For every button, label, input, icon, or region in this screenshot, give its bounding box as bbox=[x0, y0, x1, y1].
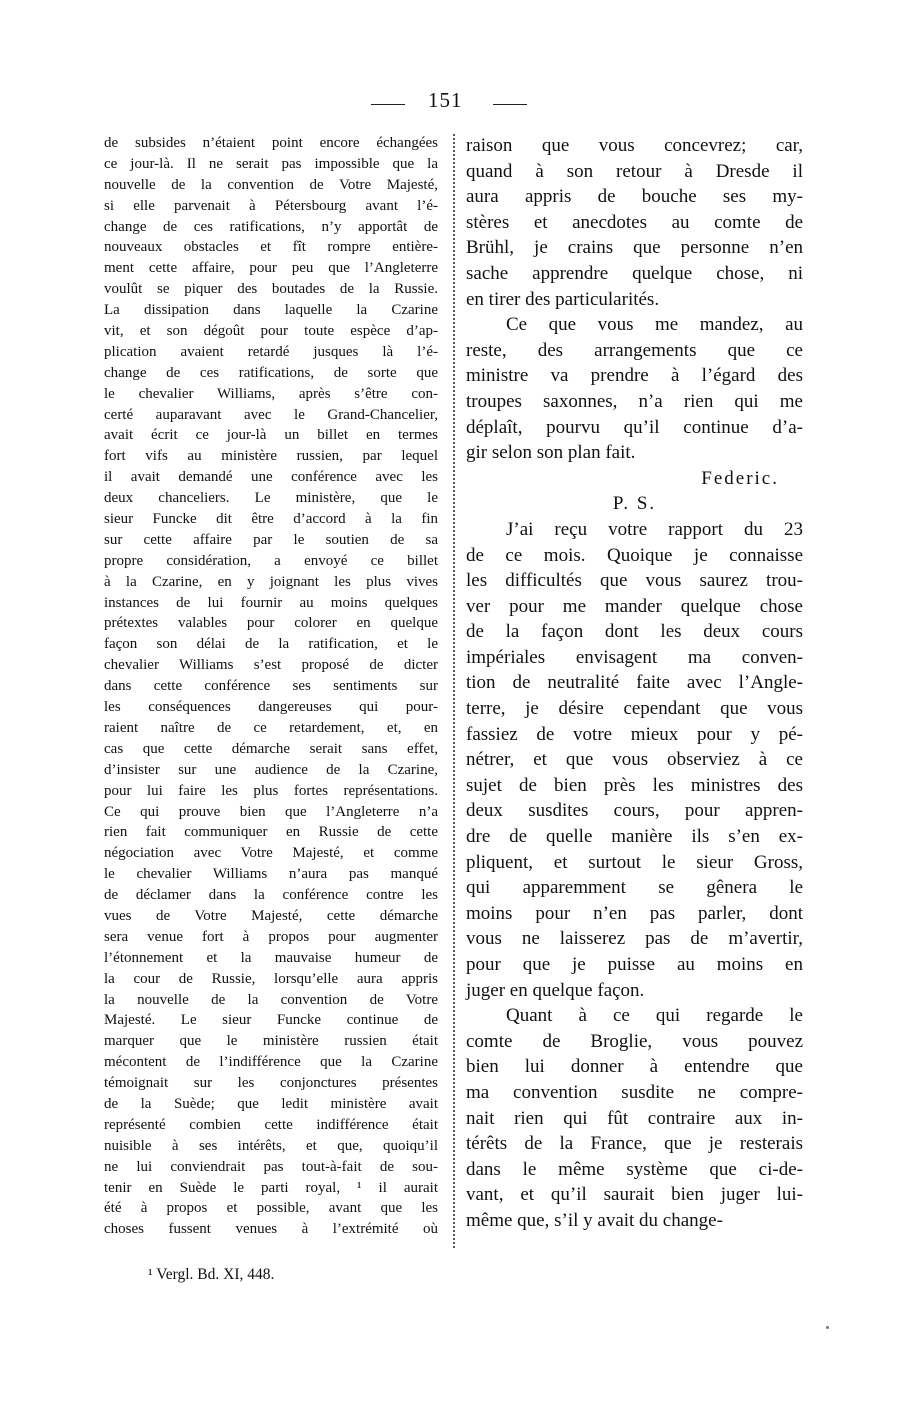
paragraph-line: ver pour me mander quelque chose bbox=[466, 595, 803, 617]
left-text-line: ment cette affaire, pour peu que l’Angleterre bbox=[104, 260, 438, 277]
left-text-line: certé auparavant avec le Grand-Chancelier, bbox=[104, 406, 438, 423]
paragraph-line: Quant à ce qui regarde le bbox=[506, 1005, 803, 1027]
paragraph-line: Ce que vous me mandez, au bbox=[506, 314, 803, 336]
paragraph-line: Brühl, je crains que personne n’en bbox=[466, 237, 803, 259]
left-text-line: la cour de Russie, lorsqu’elle aura appris bbox=[104, 970, 438, 987]
left-text-line: nouvelle de la convention de Votre Majesté, bbox=[104, 176, 438, 193]
left-text-line: sera venue fort à propos pour augmenter bbox=[104, 928, 438, 945]
paragraph-line: fassiez de votre mieux pour y pé- bbox=[466, 723, 803, 745]
paragraph-line: ministre va prendre à l’égard des bbox=[466, 365, 803, 387]
left-text-line: de déclamer dans la conférence contre les bbox=[104, 887, 438, 904]
paragraph-line: bien lui donner à entendre que bbox=[466, 1056, 803, 1078]
header-rule-left bbox=[371, 104, 405, 105]
paragraph-line: troupes saxonnes, n’a rien qui me bbox=[466, 390, 803, 412]
left-text-line: témoignait sur les conjonctures présentes bbox=[104, 1075, 438, 1092]
paragraph-line: pliquent, et surtout le sieur Gross, bbox=[466, 851, 803, 873]
paragraph-line: pour que je puisse au moins en bbox=[466, 954, 803, 975]
paragraph-line: comte de Broglie, vous pouvez bbox=[466, 1030, 803, 1052]
paragraph-line: vous ne laisserez pas de m’avertir, bbox=[466, 928, 803, 950]
paragraph-line: impériales envisagent ma conven- bbox=[466, 646, 803, 668]
paragraph-line: de ce mois. Quoique je connaisse bbox=[466, 544, 803, 566]
column-divider bbox=[453, 134, 455, 1248]
paragraph-line: nait rien qui fût contraire aux in- bbox=[466, 1107, 803, 1129]
left-text-line: rien fait communiquer en Russie de cette bbox=[104, 824, 438, 841]
left-text-line: dans cette conférence ses sentiments sur bbox=[104, 678, 438, 695]
print-speck bbox=[826, 1326, 829, 1329]
left-text-line: propre considération, a envoyé ce billet bbox=[104, 552, 438, 569]
paragraph-line: deux susdites cours, pour appren- bbox=[466, 800, 803, 822]
left-text-line: les conséquences dangereuses qui pour- bbox=[104, 699, 438, 716]
paragraph-line: même que, s’il y avait du change- bbox=[466, 1209, 723, 1231]
left-text-line: choses fussent venues à l’extrémité où bbox=[104, 1221, 438, 1238]
page-number: 151 bbox=[428, 88, 463, 112]
paragraph-line: dre de quelle manière ils s’en ex- bbox=[466, 826, 803, 848]
left-text-line: de subsides n’étaient point encore échangées bbox=[104, 135, 438, 151]
left-text-line: instances de lui fournir au moins quelques bbox=[104, 594, 438, 611]
right-column bbox=[466, 133, 803, 1234]
paragraph-line: tion de neutralité faite avec l’Angle- bbox=[466, 672, 803, 694]
left-text-line: plication avaient retardé jusques là l’é- bbox=[104, 343, 438, 360]
left-text-line: d’insister sur une audience de la Czarine, bbox=[104, 761, 438, 778]
left-text-line: sur cette affaire par le soutien de sa bbox=[104, 531, 438, 548]
left-text-line: change de ces ratifications, n’y apportât de bbox=[104, 218, 438, 235]
paragraph-line: stères et anecdotes au comte de bbox=[466, 211, 803, 233]
left-text-line: de la Suède; que ledit ministère avait bbox=[104, 1095, 438, 1112]
left-text-line: change de ces ratifications, de sorte que bbox=[104, 364, 438, 381]
left-text-line: cas que cette démarche serait sans effet, bbox=[104, 740, 438, 757]
paragraph-line: nétrer, et que vous observiez à ce bbox=[466, 749, 803, 771]
left-text-line: à la Czarine, en y joignant les plus vives bbox=[104, 573, 438, 590]
paragraph-line: dans le même système que ci-de- bbox=[466, 1158, 803, 1180]
left-text-line: prétextes valables pour colorer en quelque bbox=[104, 615, 438, 632]
paragraph-line: vant, et qu’il saurait bien juger lui- bbox=[466, 1184, 803, 1206]
paragraph-line: en tirer des particularités. bbox=[466, 288, 660, 310]
paragraph-line: gir selon son plan fait. bbox=[466, 442, 636, 464]
paragraph-line: qui apparemment se gênera le bbox=[466, 877, 803, 899]
paragraph-line: reste, des arrangements que ce bbox=[466, 339, 803, 361]
left-text-line: il avait demandé une conférence avec les bbox=[104, 469, 438, 486]
left-text-line: le chevalier Williams, après s’être con- bbox=[104, 385, 438, 402]
paragraph-line: les difficultés que vous saurez trou- bbox=[466, 570, 803, 592]
left-text-line: avait écrit ce jour-là un billet en termes bbox=[104, 427, 438, 444]
left-text-line: vit, et son dégoût pour toute espèce d’ap- bbox=[104, 323, 438, 340]
paragraph-line: sache apprendre quelque chose, ni bbox=[466, 262, 803, 284]
left-text-line: deux chanceliers. Le ministère, que le bbox=[104, 490, 438, 507]
left-text-line: vues de Votre Majesté, cette démarche bbox=[104, 907, 438, 924]
paragraph-line: déplaît, pourvu qu’il continue d’a- bbox=[466, 416, 803, 438]
left-text-line: mécontent de l’indifférence que la Czarine bbox=[104, 1054, 438, 1071]
left-text-line: sieur Funcke dit être d’accord à la fin bbox=[104, 511, 438, 528]
paragraph-line: sujet de bien près les ministres des bbox=[466, 774, 803, 796]
left-text-line: la nouvelle de la convention de Votre bbox=[104, 991, 438, 1008]
paragraph-line: quand à son retour à Dresde il bbox=[466, 160, 803, 182]
paragraph-line: raison que vous concevrez; car, bbox=[466, 135, 803, 156]
left-text-line: si elle parvenait à Pétersbourg avant l’é- bbox=[104, 197, 438, 214]
paragraph-line: J’ai reçu votre rapport du 23 bbox=[506, 518, 803, 540]
left-text-line: ce jour-là. Il ne serait pas impossible que la bbox=[104, 155, 438, 172]
left-text-line: pour lui faire les plus fortes représentations. bbox=[104, 782, 438, 799]
left-text-line: représenté combien cette indifférence était bbox=[104, 1116, 438, 1133]
left-text-line: été à propos et possible, avant que les bbox=[104, 1200, 438, 1217]
left-text-line: ne lui conviendrait pas tout-à-fait de sou- bbox=[104, 1158, 438, 1175]
paragraph-line: juger en quelque façon. bbox=[466, 979, 645, 1001]
left-text-line: Majesté. Le sieur Funcke continue de bbox=[104, 1012, 438, 1029]
paragraph-line: térêts de la France, que je resterais bbox=[466, 1133, 803, 1155]
left-text-line: l’étonnement et la mauvaise humeur de bbox=[104, 949, 438, 966]
paragraph-line: moins pour n’en pas parler, dont bbox=[466, 902, 803, 924]
paragraph-line: ma convention susdite ne compre- bbox=[466, 1081, 803, 1103]
page-header bbox=[0, 88, 900, 118]
paragraph-line: terre, je désire cependant que vous bbox=[466, 698, 803, 720]
left-text-line: marquer que le ministère russien était bbox=[104, 1033, 438, 1050]
left-text-line: chevalier Williams s’est proposé de dicter bbox=[104, 657, 438, 674]
left-text-line: façon son délai de la ratification, et le bbox=[104, 636, 438, 653]
left-text-line: nuisible à ses intérêts, et que, quoiqu’il bbox=[104, 1137, 438, 1154]
left-text-line: nouveaux obstacles et fît rompre entière- bbox=[104, 239, 438, 256]
left-text-line: voulût se piquer des boutades de la Russie. bbox=[104, 281, 438, 298]
header-rule-right bbox=[493, 104, 527, 105]
postscript-heading: P. S. bbox=[612, 493, 657, 515]
signature: Federic. bbox=[701, 467, 779, 489]
left-text-line: négociation avec Votre Majesté, et comme bbox=[104, 845, 438, 862]
left-text-line: Ce qui prouve bien que l’Angleterre n’a bbox=[104, 803, 438, 820]
left-column bbox=[104, 133, 438, 1240]
left-text-line: fort vifs au ministère russien, par lequel bbox=[104, 448, 438, 465]
left-text-line: tenir en Suède le parti royal, ¹ il aurait bbox=[104, 1179, 438, 1196]
left-text-line: le chevalier Williams n’aura pas manqué bbox=[104, 866, 438, 883]
left-text-line: raient naître de ce retardement, et, en bbox=[104, 719, 438, 736]
paragraph-line: de la façon dont les deux cours bbox=[466, 621, 803, 643]
left-text-line: La dissipation dans laquelle la Czarine bbox=[104, 302, 438, 319]
paragraph-line: aura appris de bouche ses my- bbox=[466, 186, 803, 208]
footnote: ¹ Vergl. Bd. XI, 448. bbox=[148, 1266, 275, 1283]
